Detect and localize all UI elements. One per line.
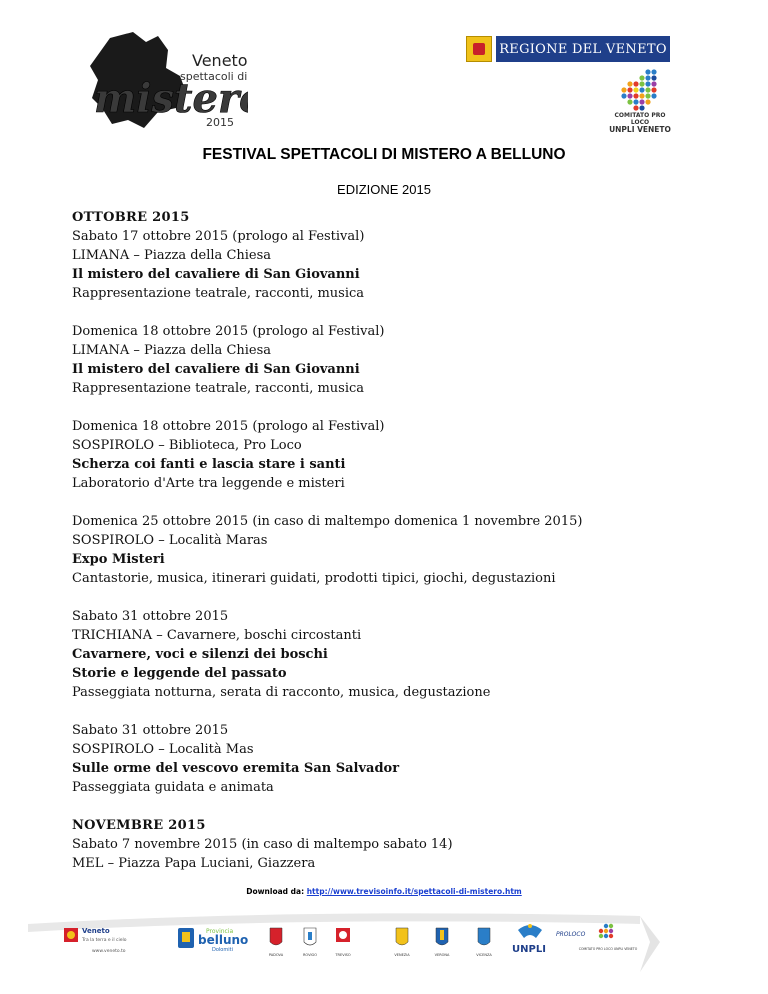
belluno-label-top: Provincia (206, 928, 234, 935)
regione-veneto-logo (466, 36, 670, 62)
event-description: Laboratorio d'Arte tra leggende e misteri (72, 476, 345, 491)
unpli-label: UNPLI (512, 944, 546, 955)
event-date: Sabato 31 ottobre 2015 (72, 723, 229, 738)
event-subtitle: Storie e leggende del passato (72, 666, 287, 681)
lion-emblem-icon (466, 36, 492, 62)
event-item (72, 227, 712, 303)
mistero-logo-subtitle: spettacoli di (180, 70, 248, 83)
unpli-caption-line1: COMITATO PRO LOCO (614, 112, 666, 126)
month-heading: NOVEMBRE 2015 (72, 818, 206, 833)
event-title: Expo Misteri (72, 552, 165, 567)
event-date: Sabato 31 ottobre 2015 (72, 609, 229, 624)
event-date: Domenica 18 ottobre 2015 (prologo al Festival) (72, 419, 385, 434)
event-place: SOSPIROLO – Località Maras (72, 533, 268, 548)
month-heading: OTTOBRE 2015 (72, 210, 190, 225)
event-list (72, 208, 712, 892)
event-title: Il mistero del cavaliere di San Giovanni (72, 267, 360, 282)
verona-crest-icon (435, 928, 450, 957)
veneto-tagline: Tra la terra e il cielo (82, 938, 127, 943)
page-title: FESTIVAL SPETTACOLI DI MISTERO A BELLUNO (202, 146, 566, 163)
veneto-region-logo (64, 927, 127, 954)
regione-veneto-label: REGIONE DEL VENETO (496, 36, 670, 62)
vicenza-crest-icon (476, 928, 492, 957)
event-place: SOSPIROLO – Località Mas (72, 742, 254, 757)
event-date: Domenica 18 ottobre 2015 (prologo al Festival) (72, 324, 385, 339)
event-place: LIMANA – Piazza della Chiesa (72, 343, 272, 358)
unpli-caption-line2: UNPLI VENETO (609, 125, 671, 134)
comitato-unpli-logo (579, 924, 638, 951)
mistero-logo-year: 2015 (206, 116, 234, 129)
province-crests (269, 928, 492, 957)
download-link[interactable]: http://www.trevisoinfo.it/spettacoli-di-mistero.htm (306, 887, 522, 896)
event-place: LIMANA – Piazza della Chiesa (72, 248, 272, 263)
veneto-url: www.veneto.to (92, 949, 126, 954)
venezia-label: VENEZIA (394, 953, 410, 957)
provincia-belluno-logo (178, 928, 248, 953)
month-section-ottobre (72, 208, 712, 797)
event-date: Sabato 17 ottobre 2015 (prologo al Festival) (72, 229, 365, 244)
month-section-novembre (72, 816, 712, 873)
mistero-logo-word: mister (94, 75, 240, 122)
comitato-label: COMITATO PRO LOCO UNPLI VENETO (578, 947, 638, 951)
event-description: Passeggiata guidata e animata (72, 780, 274, 795)
event-place: SOSPIROLO – Biblioteca, Pro Loco (72, 438, 302, 453)
belluno-label: belluno (198, 933, 249, 947)
download-line (0, 887, 768, 896)
venezia-crest-icon (394, 928, 410, 957)
event-item (72, 322, 712, 398)
event-description: Cantastorie, musica, itinerari guidati, prodotti tipici, giochi, degustazioni (72, 571, 556, 586)
event-description: Passeggiata notturna, serata di racconto, musica, degustazione (72, 685, 491, 700)
rovigo-label: ROVIGO (302, 953, 318, 957)
belluno-dolomiti: Dolomiti (212, 947, 233, 953)
mistero-logo (88, 28, 248, 132)
proloco-logo (556, 931, 586, 938)
event-place: TRICHIANA – Cavarnere, boschi circostanti (72, 628, 362, 643)
veneto-brand: Veneto (82, 927, 110, 935)
padova-crest-icon (269, 928, 284, 957)
event-title: Il mistero del cavaliere di San Giovanni (72, 362, 360, 377)
footer-sponsor-strip (0, 902, 768, 982)
event-description: Rappresentazione teatrale, racconti, musica (72, 286, 365, 301)
treviso-label: TREVISO (335, 953, 351, 957)
event-item (72, 512, 712, 588)
event-place: MEL – Piazza Papa Luciani, Giazzera (72, 856, 316, 871)
rovigo-crest-icon (303, 928, 317, 957)
download-label: Download da: (246, 887, 305, 896)
event-description: Rappresentazione teatrale, racconti, musica (72, 381, 365, 396)
event-item (72, 417, 712, 493)
event-item (72, 835, 712, 873)
proloco-label: PROLOCO (556, 931, 586, 938)
mistero-logo-veneto: Veneto (192, 51, 248, 70)
event-title: Cavarnere, voci e silenzi dei boschi (72, 647, 328, 662)
edition-subtitle: EDIZIONE 2015 (337, 182, 431, 197)
treviso-crest-icon (334, 928, 350, 957)
event-item (72, 607, 712, 702)
dot-mosaic-icon (608, 68, 672, 112)
event-title: Sulle orme del vescovo eremita San Salvador (72, 761, 400, 776)
unpli-veneto-logo (608, 68, 672, 140)
event-date: Domenica 25 ottobre 2015 (in caso di maltempo domenica 1 novembre 2015) (72, 514, 583, 529)
event-date: Sabato 7 novembre 2015 (in caso di maltempo sabato 14) (72, 837, 453, 852)
vicenza-label: VICENZA (476, 953, 492, 957)
unpli-logo (512, 924, 546, 955)
verona-label: VERONA (434, 953, 450, 957)
event-item (72, 721, 712, 797)
padova-label: PADOVA (268, 953, 284, 957)
event-title: Scherza coi fanti e lascia stare i santi (72, 457, 346, 472)
